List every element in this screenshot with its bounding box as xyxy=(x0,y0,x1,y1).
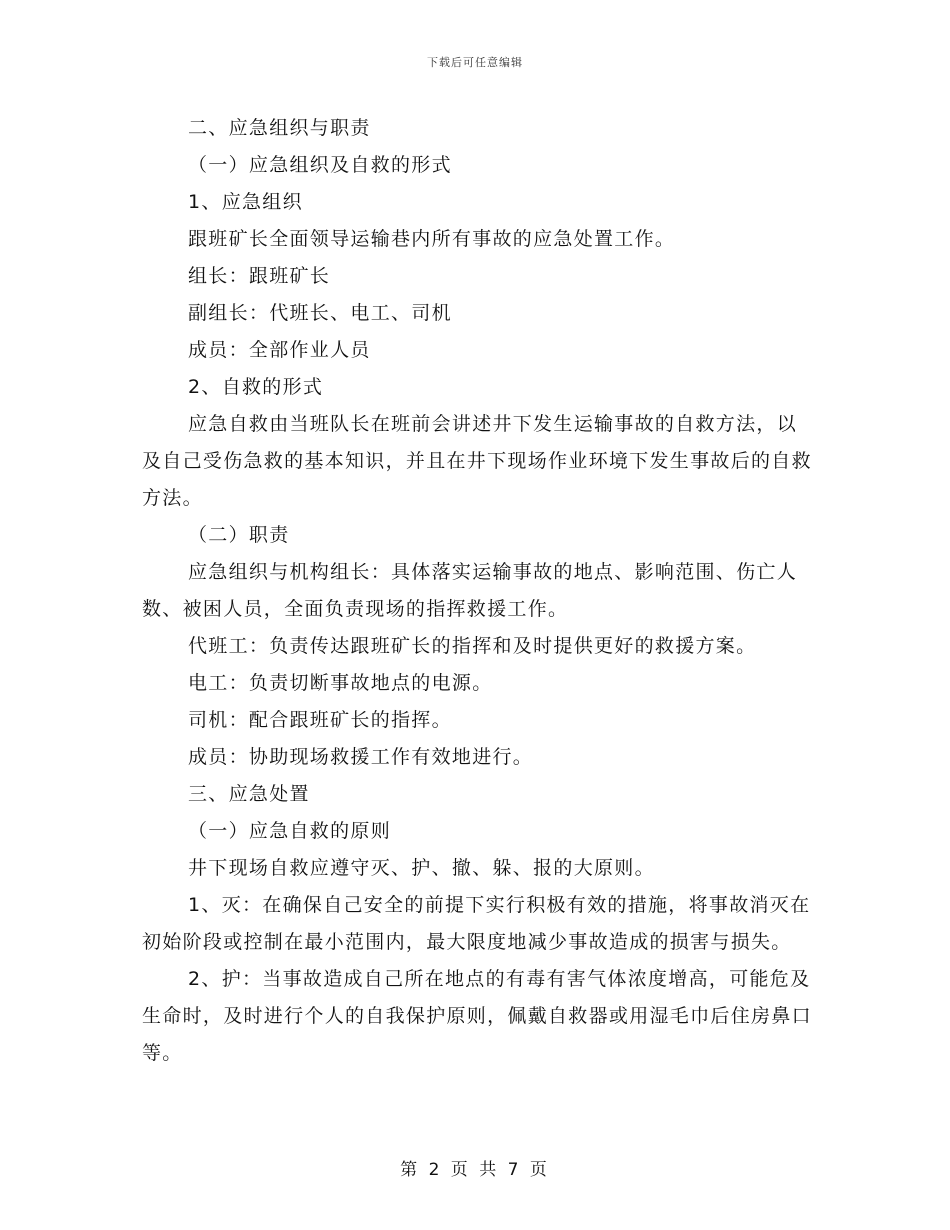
paragraph: 代班工：负责传达跟班矿长的指挥和及时提供更好的救援方案。 xyxy=(188,635,757,657)
page-header-note: 下载后可任意编辑 xyxy=(427,56,523,69)
paragraph: 司机：配合跟班矿长的指挥。 xyxy=(188,709,452,731)
paragraph: 副组长：代班长、电工、司机 xyxy=(188,302,452,324)
paragraph: 2、护：当事故造成自己所在地点的有毒有害气体浓度增高，可能危及生命时，及时进行个人的自我保护原则，佩戴自救器或用湿毛巾后住房鼻口等。 xyxy=(142,968,812,1064)
item-heading-organization: 1、应急组织 xyxy=(188,191,303,213)
paragraph: 成员：全部作业人员 xyxy=(188,339,371,361)
subsection-heading-duties: （二）职责 xyxy=(188,524,290,546)
paragraph: 电工：负责切断事故地点的电源。 xyxy=(188,672,493,694)
section-heading-3: 三、应急处置 xyxy=(188,783,310,805)
subsection-heading-principles: （一）应急自救的原则 xyxy=(188,820,392,842)
document-body xyxy=(142,110,812,1072)
paragraph: 井下现场自救应遵守灭、护、撤、躲、报的大原则。 xyxy=(188,857,655,879)
paragraph: 应急自救由当班队长在班前会讲述井下发生运输事故的自救方法，以及自己受伤急救的基本知识，并且在井下现场作业环境下发生事故后的自救方法。 xyxy=(142,413,812,509)
paragraph: 跟班矿长全面领导运输巷内所有事故的应急处置工作。 xyxy=(188,228,676,250)
item-heading-self-rescue: 2、自救的形式 xyxy=(188,376,324,398)
subsection-heading-organization: （一）应急组织及自救的形式 xyxy=(188,154,452,176)
paragraph: 应急组织与机构组长：具体落实运输事故的地点、影响范围、伤亡人数、被困人员，全面负责现场的指挥救援工作。 xyxy=(142,561,798,620)
page-number: 第 2 页 共 7 页 xyxy=(400,1160,550,1180)
paragraph: 1、灭：在确保自己安全的前提下实行积极有效的措施，将事故消灭在初始阶段或控制在最小范围内，最大限度地减少事故造成的损害与损失。 xyxy=(142,894,811,953)
paragraph: 成员：协助现场救援工作有效地进行。 xyxy=(188,746,534,768)
section-heading-2: 二、应急组织与职责 xyxy=(188,117,371,139)
paragraph: 组长：跟班矿长 xyxy=(188,265,331,287)
